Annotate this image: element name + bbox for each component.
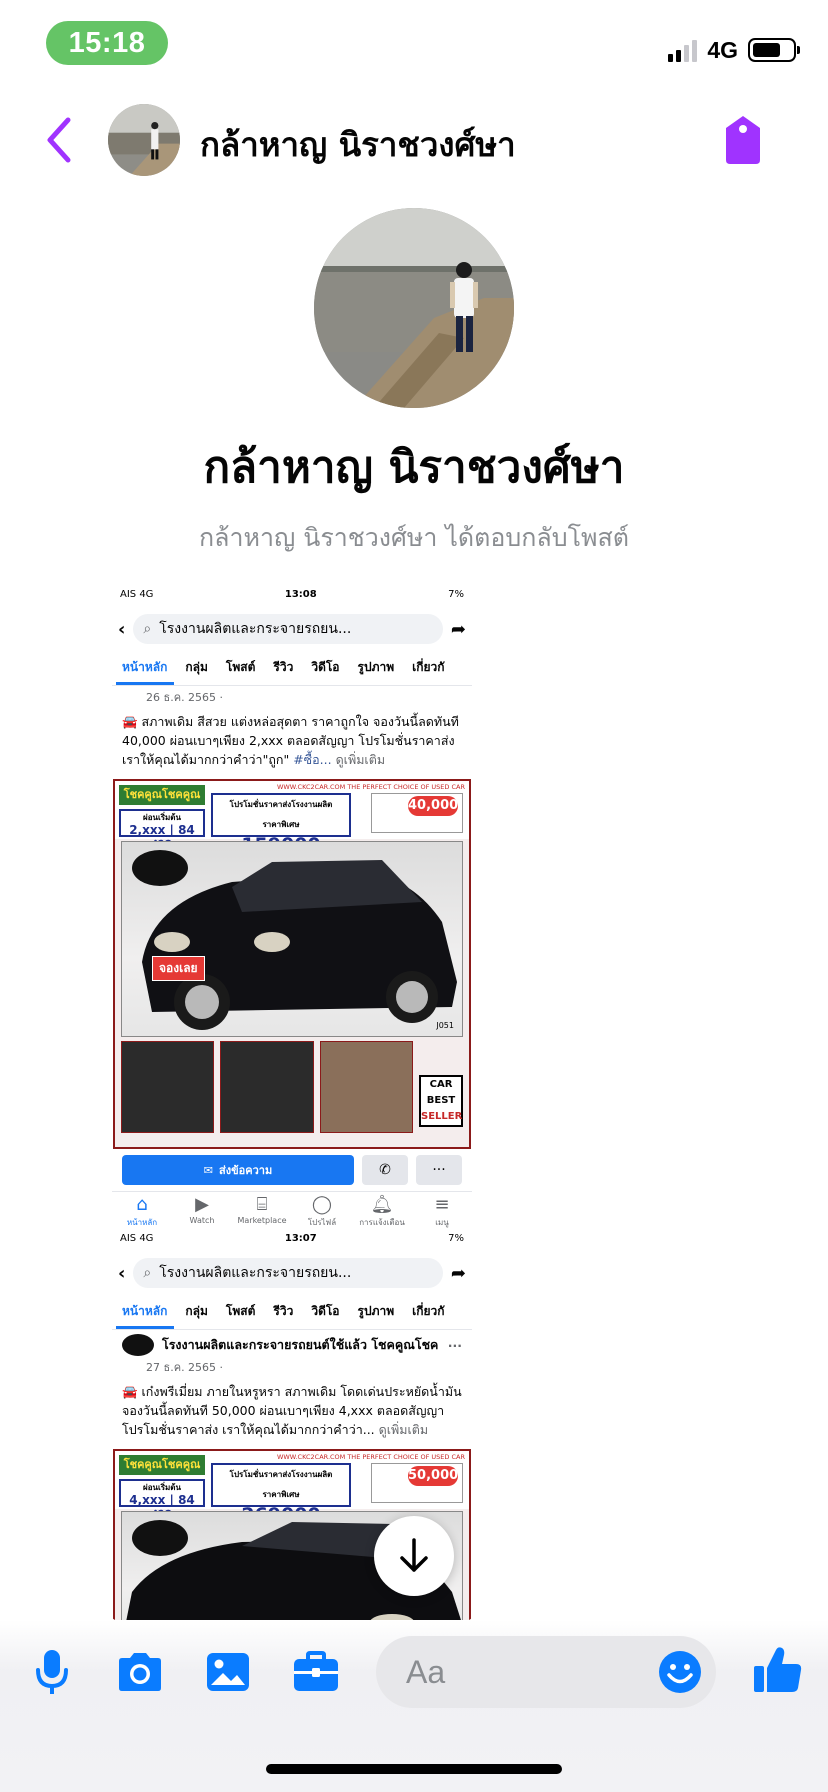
car-ad-image: โชคคูณโชคคูณ WWW.CKC2CAR.COM THE PERFECT CHOICE OF USED CAR ผ่อนเริ่มต้น 2,xxx | 84 โปรโมชั่นราคาส่งโรงงานผลิต ราคาพิเศษ 40,000 จองเลย J051 CAR BEST SELLER	[113, 779, 471, 1149]
screenshot-top	[112, 580, 472, 1231]
watch-icon: ▶	[195, 1194, 209, 1215]
page-logo	[122, 1334, 154, 1356]
profile-name: กล้าหาญ นิราชวงศ์ษา	[203, 442, 625, 493]
profile-avatar[interactable]	[314, 208, 514, 408]
more-icon: ···	[447, 1337, 462, 1353]
battery-icon	[748, 38, 796, 62]
camera-button[interactable]	[114, 1646, 166, 1698]
header-avatar[interactable]	[108, 104, 180, 176]
arrow-down-icon	[396, 1536, 432, 1576]
profile-icon: ◯	[311, 1194, 333, 1215]
marketplace-icon: ⌸	[256, 1194, 268, 1215]
shared-screenshot-image[interactable]	[112, 580, 472, 1620]
back-icon: ‹	[118, 1262, 126, 1284]
apps-button[interactable]	[290, 1646, 342, 1698]
home-icon: ⌂	[136, 1194, 148, 1215]
bell-icon: 🔔︎	[370, 1194, 394, 1215]
send-message-button: ✉ ส่งข้อความ	[122, 1155, 354, 1185]
smiley-icon[interactable]	[658, 1650, 702, 1694]
briefcase-icon	[292, 1651, 340, 1693]
screenshot-bottom: AIS 4G 13:07 7% ‹ ⌕ โรงงานผลิตและกระจายรถยน... ➦ หน้าหลัก กลุ่ม โพสต์ รีวิว วิดีโอ รูปภาพ เกี่ยวกั โรงงานผลิตและกระจายรถยนต์ใช้แล้ว โชคคูณโชค ··· 27 ธ.ค. 2565 · 🚘 เก๋งพรีเมี่ยม ภายในหรูหรา สภาพเดิม โดดเด่นประหยัดน้ำมัน จองวันนี้ลดทันที 50,000 ผ่อนเบาๆเพียง 4,xxx ตลอดสัญญา โปรโมชั่นราคาส่ง เราให้คุณได้มากกว่าคำว่า... ดูเพิ่มเติม โชคคูณโชคคูณ WWW.CKC2CAR.COM THE PERFECT CHOICE OF USED CAR ผ่อนเริ่มต้น 4,xxx | 84 โปรโมชั่นราคาส่งโรงงานผลิต ราคาพิเศษ 50,000	[112, 1224, 472, 1620]
more-icon: ···	[416, 1155, 462, 1185]
signal-icon	[668, 38, 697, 62]
screenshot-tabs: หน้าหลัก กลุ่ม โพสต์ รีวิว วิดีโอ รูปภาพ เกี่ยวกั	[112, 650, 472, 686]
screenshot-nav: ⌂ หน้าหลัก ▶ Watch ⌸ Marketplace ◯ โปรไฟล์ 🔔︎ การแจ้งเตือน ≡ เมนู	[112, 1191, 472, 1231]
search-icon: ⌕	[143, 621, 152, 637]
post-date: 26 ธ.ค. 2565 ·	[146, 691, 224, 704]
back-button[interactable]	[40, 112, 80, 168]
camera-icon	[115, 1651, 165, 1693]
image-icon	[205, 1651, 251, 1693]
message-input[interactable]	[406, 1636, 646, 1708]
call-icon: ✆	[362, 1155, 408, 1185]
thumbs-up-icon[interactable]	[752, 1644, 804, 1696]
microphone-icon	[34, 1648, 70, 1696]
status-time: 15:18	[46, 21, 168, 65]
messenger-icon: ✉	[203, 1163, 214, 1177]
home-indicator	[266, 1764, 562, 1774]
network-label: 4G	[707, 36, 738, 63]
post-text: 🚘 สภาพเดิม สีสวย แต่งหล่อสุดตา ราคาถูกใจ จองวันนี้ลดทันที 40,000 ผ่อนเบาๆเพียง 2,xxx ตลอดสัญญา โปรโมชั่นราคาส่ง เราให้คุณได้มากกว่าคำว่า"ถูก" #ซื้อ... ดูเพิ่มเติม	[122, 714, 459, 767]
screenshot-status-bar: AIS 4G 13:08 7%	[120, 588, 464, 600]
share-icon: ➦	[450, 1262, 466, 1284]
back-icon: ‹	[118, 618, 126, 640]
share-icon: ➦	[450, 618, 466, 640]
status-indicators	[668, 36, 796, 64]
scroll-to-bottom-button[interactable]	[374, 1516, 454, 1596]
header-contact-name[interactable]: กล้าหาญ นิราชวงศ์ษา	[200, 125, 516, 164]
car-photo	[122, 842, 463, 1037]
gallery-button[interactable]	[202, 1646, 254, 1698]
menu-icon: ≡	[434, 1194, 450, 1215]
screenshot-search-bar: ‹ ⌕ โรงงานผลิตและกระจายรถยน... ➦	[112, 608, 472, 650]
tag-icon[interactable]	[722, 114, 764, 166]
page-header-row: โรงงานผลิตและกระจายรถยนต์ใช้แล้ว โชคคูณโชค ···	[112, 1330, 472, 1360]
reply-note: กล้าหาญ นิราชวงศ์ษา ได้ตอบกลับโพสต์	[198, 523, 630, 552]
microphone-button[interactable]	[26, 1646, 78, 1698]
search-icon: ⌕	[143, 1265, 152, 1281]
